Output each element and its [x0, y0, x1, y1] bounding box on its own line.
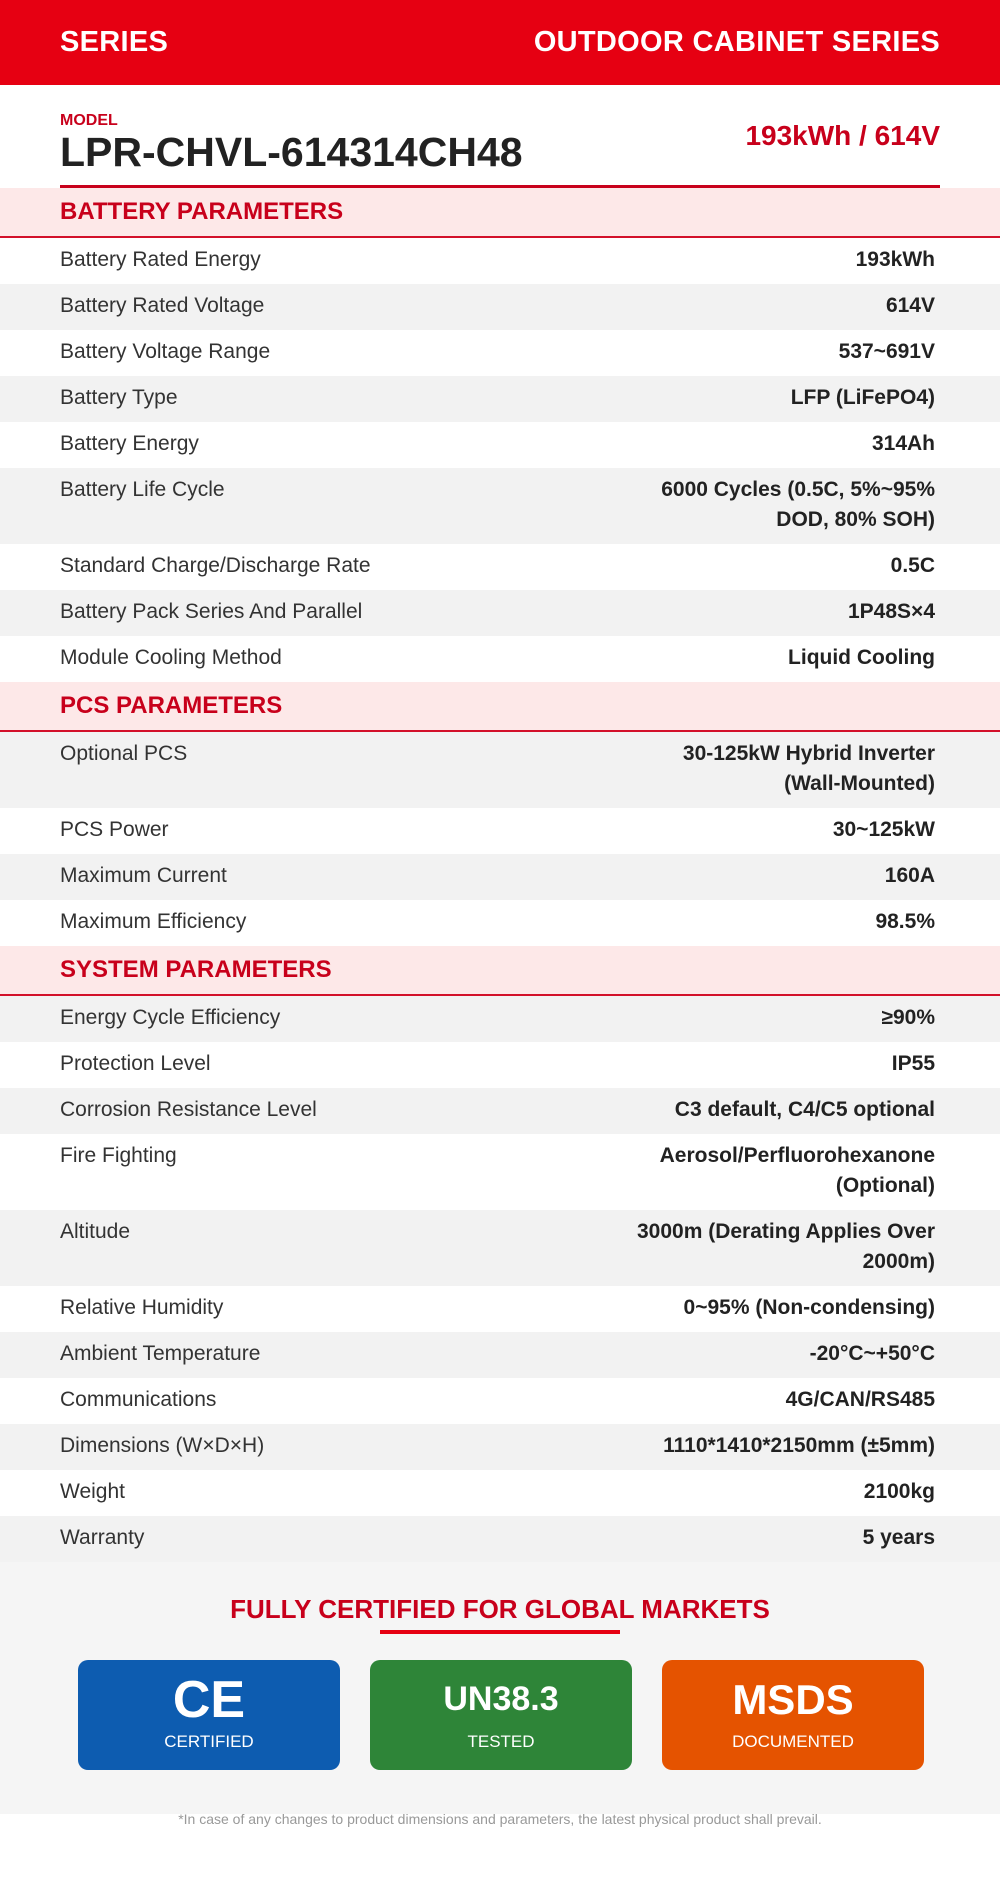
model-block — [60, 85, 940, 188]
row-value: -20°C~+50°C — [809, 1342, 935, 1365]
row-value: 5 years — [862, 1526, 935, 1549]
row-label: Communications — [60, 1388, 217, 1411]
section-title: PCS PARAMETERS — [60, 692, 283, 719]
table-row — [0, 1470, 1000, 1516]
certifications-title: FULLY CERTIFIED FOR GLOBAL MARKETS — [230, 1594, 770, 1624]
badge-name: CE — [172, 1671, 246, 1729]
table-row — [0, 422, 1000, 468]
section-system-parameters — [0, 946, 1000, 996]
msds-badge — [662, 1660, 924, 1770]
table-row — [0, 1210, 1000, 1286]
parameters-table — [0, 188, 1000, 1562]
row-value: LFP (LiFePO4) — [790, 386, 935, 409]
badge-name: UN38.3 — [443, 1680, 559, 1718]
row-value: 98.5% — [875, 910, 935, 933]
model-spec: 193kWh / 614V — [745, 120, 940, 151]
table-row — [0, 1332, 1000, 1378]
row-label: Energy Cycle Efficiency — [60, 1006, 281, 1029]
row-label: Weight — [60, 1480, 125, 1503]
table-row — [0, 590, 1000, 636]
row-label: Warranty — [60, 1526, 145, 1549]
row-value: Liquid Cooling — [788, 646, 935, 669]
row-value: 1110*1410*2150mm (±5mm) — [663, 1434, 935, 1457]
table-row — [0, 854, 1000, 900]
table-row — [0, 808, 1000, 854]
badge-caption: DOCUMENTED — [732, 1732, 854, 1751]
un38-badge — [370, 1660, 632, 1770]
row-label: Battery Pack Series And Parallel — [60, 600, 363, 623]
table-row — [0, 330, 1000, 376]
model-label: MODEL — [60, 112, 118, 129]
table-row — [0, 1042, 1000, 1088]
badge-caption: TESTED — [467, 1732, 535, 1751]
row-value: Aerosol/Perfluorohexanone (Optional) — [659, 1144, 935, 1197]
row-value: 3000m (Derating Applies Over 2000m) — [637, 1220, 935, 1273]
table-row — [0, 900, 1000, 946]
row-label: Module Cooling Method — [60, 646, 282, 669]
row-label: Battery Life Cycle — [60, 478, 225, 501]
row-label: Relative Humidity — [60, 1296, 224, 1319]
row-label: Battery Voltage Range — [60, 340, 271, 363]
table-row — [0, 1424, 1000, 1470]
table-row — [0, 376, 1000, 422]
row-value: 193kWh — [855, 248, 935, 271]
row-value: IP55 — [891, 1052, 935, 1075]
header-right-title: OUTDOOR CABINET SERIES — [533, 26, 940, 58]
ce-badge — [78, 1660, 340, 1770]
certifications-section — [0, 1562, 1000, 1814]
row-label: Ambient Temperature — [60, 1342, 261, 1365]
row-value: 614V — [885, 294, 935, 317]
table-row — [0, 1516, 1000, 1562]
table-row — [0, 544, 1000, 590]
row-value: 30~125kW — [832, 818, 935, 841]
row-label: Optional PCS — [60, 742, 188, 765]
row-label: Maximum Efficiency — [60, 910, 247, 933]
section-title: SYSTEM PARAMETERS — [60, 956, 332, 983]
row-value: 537~691V — [838, 340, 935, 363]
title-underline — [380, 1630, 620, 1634]
badge-caption: CERTIFIED — [164, 1732, 254, 1751]
row-label: Battery Energy — [60, 432, 199, 455]
row-label: PCS Power — [60, 818, 169, 841]
row-label: Battery Rated Energy — [60, 248, 261, 271]
table-row — [0, 996, 1000, 1042]
section-pcs-parameters — [0, 682, 1000, 732]
row-value: 6000 Cycles (0.5C, 5%~95% DOD, 80% SOH) — [661, 478, 935, 531]
footnote: *In case of any changes to product dimensions and parameters, the latest physical product shall prevail. — [178, 1811, 822, 1827]
row-value: 30-125kW Hybrid Inverter (Wall-Mounted) — [682, 742, 935, 795]
table-row — [0, 1134, 1000, 1210]
table-row — [0, 238, 1000, 284]
row-value: 0~95% (Non-condensing) — [683, 1296, 935, 1319]
row-label: Dimensions (W×D×H) — [60, 1434, 265, 1457]
row-label: Protection Level — [60, 1052, 211, 1075]
header-bar — [0, 0, 1000, 85]
model-name: LPR-CHVL-614314CH48 — [60, 129, 523, 175]
table-row — [0, 1088, 1000, 1134]
header-left-title: SERIES — [60, 26, 169, 58]
row-value: 2100kg — [863, 1480, 935, 1503]
row-label: Fire Fighting — [60, 1144, 177, 1167]
section-battery-parameters — [0, 188, 1000, 238]
table-row — [0, 284, 1000, 330]
row-label: Altitude — [60, 1220, 131, 1243]
section-title: BATTERY PARAMETERS — [60, 198, 344, 225]
row-label: Maximum Current — [60, 864, 227, 887]
table-row — [0, 468, 1000, 544]
row-label: Corrosion Resistance Level — [60, 1098, 317, 1121]
row-label: Standard Charge/Discharge Rate — [60, 554, 371, 577]
row-value: C3 default, C4/C5 optional — [674, 1098, 935, 1121]
row-value: 0.5C — [890, 554, 935, 577]
row-value: ≥90% — [881, 1006, 935, 1029]
row-label: Battery Type — [60, 386, 178, 409]
table-row — [0, 636, 1000, 682]
table-row — [0, 1378, 1000, 1424]
row-value: 314Ah — [871, 432, 935, 455]
row-value: 160A — [884, 864, 935, 887]
badge-name: MSDS — [732, 1676, 854, 1723]
table-row — [0, 732, 1000, 808]
row-value: 1P48S×4 — [848, 600, 935, 623]
table-row — [0, 1286, 1000, 1332]
row-value: 4G/CAN/RS485 — [785, 1388, 935, 1411]
row-label: Battery Rated Voltage — [60, 294, 265, 317]
